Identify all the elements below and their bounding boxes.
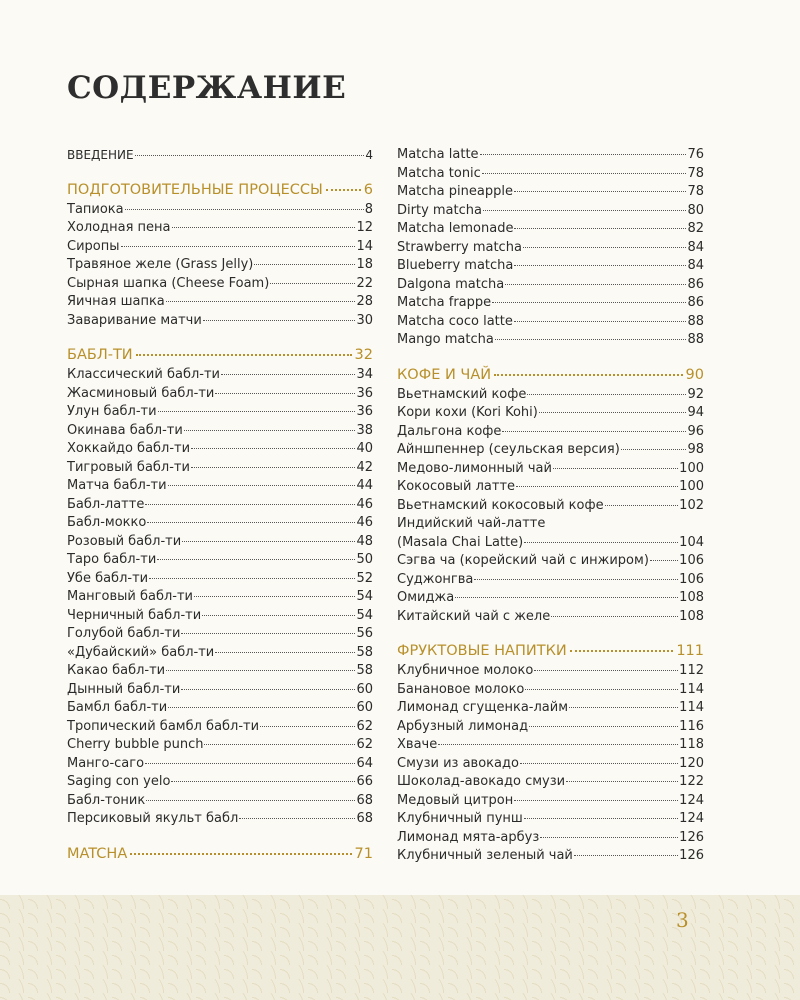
dot-leader (202, 615, 355, 616)
toc-entry-page: 68 (356, 792, 373, 808)
toc-entry-label: Манговый бабл-ти (67, 589, 193, 604)
toc-entry[interactable] (397, 810, 704, 829)
toc-entry-label: Холодная пена (67, 220, 171, 235)
toc-entry-label: Strawberry matcha (397, 239, 522, 255)
toc-left-column (67, 146, 373, 865)
dot-leader (181, 633, 355, 634)
toc-entry-label: Арбузный лимонад (397, 718, 529, 734)
toc-entry-label: Хваче (397, 737, 438, 752)
toc-entry[interactable] (397, 183, 704, 202)
dot-leader (570, 650, 674, 652)
toc-entry-label: Matcha tonic (397, 165, 481, 181)
toc-entry-page: 40 (356, 441, 373, 456)
toc-entry-label: Dirty matcha (397, 202, 482, 218)
toc-entry-label: Голубой бабл-ти (67, 626, 181, 641)
dot-leader (502, 431, 686, 432)
toc-entry[interactable] (67, 514, 373, 533)
toc-entry[interactable] (397, 294, 704, 313)
toc-entry[interactable] (397, 165, 704, 184)
dot-leader (514, 800, 678, 801)
dot-leader (524, 542, 678, 543)
toc-entry-page: 84 (687, 258, 704, 273)
toc-entry-page: 84 (687, 239, 704, 255)
dot-leader (254, 264, 355, 265)
toc-entry[interactable] (397, 313, 704, 332)
toc-entry[interactable] (67, 681, 373, 700)
toc-entry[interactable] (397, 515, 704, 534)
toc-entry[interactable] (67, 312, 373, 331)
toc-entry[interactable] (67, 440, 373, 459)
toc-entry-page: 32 (354, 347, 373, 363)
toc-entry[interactable] (397, 755, 704, 774)
dot-leader (516, 486, 678, 487)
dot-leader (145, 504, 355, 505)
toc-entry-label: Клубничный пунш (397, 811, 523, 826)
toc-entry[interactable] (67, 718, 373, 737)
toc-entry-page: 68 (356, 811, 373, 826)
toc-entry[interactable] (397, 276, 704, 295)
toc-entry-page: 14 (356, 238, 373, 254)
dot-leader (514, 321, 687, 322)
toc-entry[interactable] (67, 201, 373, 220)
toc-entry-label: Кори кохи (Kori Kohi) (397, 405, 538, 420)
toc-entry-label: Шоколад-авокадо смузи (397, 774, 566, 789)
toc-entry-page: 88 (687, 332, 704, 347)
toc-entry-page: 94 (687, 405, 704, 420)
toc-entry-page: 88 (687, 313, 704, 329)
toc-entry-label: Matcha lemonade (397, 221, 514, 236)
toc-entry-label: Кокосовый латте (397, 479, 516, 494)
dot-leader (135, 155, 365, 156)
toc-entry[interactable] (67, 810, 373, 829)
toc-entry-label: Сэгва ча (корейский чай с инжиром) (397, 553, 649, 568)
dot-leader (621, 449, 687, 450)
toc-entry-page: 12 (356, 220, 373, 235)
dot-leader (529, 726, 678, 727)
toc-entry[interactable] (67, 662, 373, 681)
toc-entry[interactable] (67, 699, 373, 718)
toc-entry-page: 58 (356, 644, 373, 660)
toc-entry-page: 54 (356, 589, 373, 604)
toc-entry-label: Персиковый якульт бабл (67, 811, 239, 826)
toc-entry[interactable] (397, 331, 704, 350)
dot-leader (184, 430, 356, 431)
toc-entry-page: 100 (679, 479, 704, 494)
toc-entry-page: 114 (679, 700, 704, 715)
toc-entry-page: 46 (356, 496, 373, 512)
toc-entry[interactable] (67, 792, 373, 811)
dot-leader (215, 652, 355, 653)
dot-leader (514, 191, 687, 192)
toc-entry-page: 58 (356, 663, 373, 678)
toc-entry-page: 108 (679, 590, 704, 605)
dot-leader (520, 763, 678, 764)
dot-leader (221, 374, 355, 375)
dot-leader (480, 154, 687, 155)
dot-leader (130, 853, 351, 855)
dot-leader (168, 485, 356, 486)
toc-entry-page: 42 (356, 459, 373, 475)
toc-entry-page: 44 (356, 478, 373, 493)
toc-entry-label: Жасминовый бабл-ти (67, 385, 215, 401)
dot-leader (270, 283, 355, 284)
toc-section-heading[interactable] (67, 844, 373, 865)
dot-leader (483, 210, 686, 211)
toc-entry-label: Убе бабл-ти (67, 570, 149, 586)
toc-entry-label: Черничный бабл-ти (67, 607, 202, 623)
toc-entry-label: Дальгона кофе (397, 423, 502, 439)
toc-entry[interactable] (67, 385, 373, 404)
dot-leader (157, 559, 355, 560)
toc-entry-page: 76 (687, 147, 704, 162)
toc-entry-label: Лимонад сгущенка-лайм (397, 700, 569, 715)
toc-entry-page: 102 (679, 497, 704, 513)
toc-entry-label: Mango matcha (397, 332, 494, 347)
toc-entry-label: ВВЕДЕНИЕ (67, 148, 134, 162)
toc-entry-label: Розовый бабл-ти (67, 533, 182, 549)
toc-entry-page: 104 (679, 534, 704, 550)
dot-leader (194, 596, 355, 597)
toc-entry-label: Окинава бабл-ти (67, 422, 183, 438)
toc-entry-label: Вьетнамский кофе (397, 386, 527, 402)
toc-entry[interactable] (67, 607, 373, 626)
toc-entry-label: Клубничный зеленый чай (397, 848, 573, 863)
toc-entry-label: Бабл-тоник (67, 792, 146, 808)
toc-entry-page: 116 (679, 718, 704, 734)
toc-entry-page: 62 (356, 718, 373, 734)
toc-entry[interactable] (67, 570, 373, 589)
toc-entry[interactable] (67, 773, 373, 792)
section-spacer (67, 165, 373, 180)
toc-entry-page: 8 (364, 201, 373, 217)
toc-entry[interactable] (397, 571, 704, 590)
toc-entry-label: БАБЛ-ТИ (67, 347, 133, 363)
toc-entry[interactable] (397, 662, 704, 681)
section-spacer (67, 330, 373, 345)
toc-entry[interactable] (397, 146, 704, 165)
dot-leader (239, 818, 355, 819)
toc-entry-page: 54 (356, 607, 373, 623)
toc-entry-label: Лимонад мята-арбуз (397, 829, 540, 845)
toc-entry-page: 118 (679, 737, 704, 752)
toc-entry-label: Таро бабл-ти (67, 552, 157, 567)
toc-entry[interactable] (67, 275, 373, 294)
dot-leader (494, 374, 682, 376)
toc-entry-label: «Дубайский» бабл-ти (67, 644, 215, 660)
toc-entry-page: 4 (365, 148, 373, 162)
toc-entry[interactable] (67, 146, 373, 165)
dot-leader (172, 227, 356, 228)
toc-section-heading[interactable] (397, 365, 704, 386)
toc-entry-page: 124 (679, 792, 704, 808)
dot-leader (203, 320, 356, 321)
toc-entry-page: 78 (687, 165, 704, 181)
toc-entry-label: Dalgona matcha (397, 276, 505, 292)
toc-entry-label: Китайский чай с желе (397, 608, 551, 624)
toc-entry[interactable] (397, 699, 704, 718)
toc-entry-label: Matcha latte (397, 147, 479, 162)
toc-entry[interactable] (397, 773, 704, 792)
toc-entry-label: Matcha frappe (397, 295, 492, 310)
toc-section-heading[interactable] (67, 180, 373, 201)
toc-entry-label: Бамбл бабл-ти (67, 700, 168, 715)
toc-entry[interactable] (67, 219, 373, 238)
toc-entry[interactable] (397, 423, 704, 442)
dot-leader (650, 560, 678, 561)
toc-entry[interactable] (397, 589, 704, 608)
toc-entry-label: Сырная шапка (Cheese Foam) (67, 275, 270, 291)
dot-leader (455, 597, 678, 598)
toc-entry-page: 96 (687, 423, 704, 439)
toc-entry-label: ФРУКТОВЫЕ НАПИТКИ (397, 643, 567, 659)
toc-entry-label: Медово-лимонный чай (397, 460, 552, 476)
toc-entry-label: Тапиока (67, 201, 124, 217)
toc-entry-label: Яичная шапка (67, 294, 165, 309)
toc-entry[interactable] (67, 293, 373, 312)
toc-entry-label: Омиджа (397, 590, 455, 605)
toc-entry-label: Заваривание матчи (67, 312, 202, 328)
toc-entry-page: 46 (356, 515, 373, 530)
dot-leader (171, 781, 355, 782)
page-title: СОДЕРЖАНИЕ (67, 70, 347, 106)
toc-entry[interactable] (397, 386, 704, 405)
dot-leader (514, 228, 686, 229)
toc-entry[interactable] (397, 534, 704, 553)
dot-leader (540, 837, 678, 838)
toc-entry-page: 86 (687, 276, 704, 292)
dot-leader (574, 855, 678, 856)
toc-section-heading[interactable] (397, 641, 704, 662)
dot-leader (166, 301, 356, 302)
dot-leader (551, 616, 678, 617)
dot-leader (121, 246, 356, 247)
dot-leader (514, 265, 686, 266)
toc-entry-page: 56 (356, 626, 373, 641)
toc-entry-label: Бабл-латте (67, 496, 145, 512)
toc-entry-label: Медовый цитрон (397, 792, 514, 808)
toc-entry-label: Травяное желе (Grass Jelly) (67, 257, 254, 272)
toc-entry-page: 108 (679, 608, 704, 624)
toc-entry-label: Какао бабл-ти (67, 663, 166, 678)
toc-entry[interactable] (67, 551, 373, 570)
toc-entry-page: 98 (687, 442, 704, 457)
toc-entry[interactable] (397, 718, 704, 737)
toc-entry[interactable] (397, 829, 704, 848)
toc-entry-page: 30 (356, 312, 373, 328)
dot-leader (523, 247, 687, 248)
toc-entry-label: Банановое молоко (397, 681, 525, 697)
toc-entry-page: 34 (356, 367, 373, 382)
toc-entry-page: 36 (356, 385, 373, 401)
toc-entry[interactable] (67, 459, 373, 478)
page-number: 3 (676, 908, 689, 932)
toc-entry-label: Классический бабл-ти (67, 367, 220, 382)
dot-leader (505, 284, 686, 285)
toc-entry-label: КОФЕ И ЧАЙ (397, 366, 492, 383)
dot-leader (524, 818, 678, 819)
toc-entry[interactable] (397, 441, 704, 460)
toc-entry-label: Клубничное молоко (397, 663, 534, 678)
toc-entry[interactable] (67, 736, 373, 755)
toc-entry-label: Матча бабл-ти (67, 478, 167, 493)
toc-entry-page: 86 (687, 295, 704, 310)
toc-entry-page: 28 (356, 294, 373, 309)
toc-entry-label: Вьетнамский кокосовый кофе (397, 497, 604, 513)
toc-entry-page: 126 (679, 829, 704, 845)
toc-entry-page: 60 (356, 700, 373, 715)
dot-leader (191, 448, 355, 449)
toc-entry-page: 62 (356, 737, 373, 752)
dot-leader (168, 707, 355, 708)
toc-entry-page: 36 (356, 404, 373, 419)
toc-entry-page: 120 (679, 755, 704, 771)
toc-entry[interactable] (397, 239, 704, 258)
toc-entry[interactable] (397, 497, 704, 516)
toc-entry-label: Индийский чай-латте (397, 516, 546, 531)
toc-entry-page: 100 (679, 460, 704, 476)
toc-entry[interactable] (397, 202, 704, 221)
toc-entry-label: Суджонгва (397, 571, 474, 587)
toc-entry-page: 60 (356, 681, 373, 697)
toc-entry-page: 126 (679, 848, 704, 863)
toc-entry-label: ПОДГОТОВИТЕЛЬНЫЕ ПРОЦЕССЫ (67, 181, 323, 198)
dot-leader (191, 467, 355, 468)
toc-entry[interactable] (397, 847, 704, 866)
dot-leader (215, 393, 355, 394)
toc-entry-label: Хоккайдо бабл-ти (67, 441, 191, 456)
dot-leader (438, 744, 678, 745)
toc-entry[interactable] (67, 256, 373, 275)
dot-leader (326, 189, 361, 191)
toc-entry-page: 111 (676, 643, 704, 659)
toc-entry-label: Blueberry matcha (397, 258, 514, 273)
toc-entry[interactable] (397, 220, 704, 239)
toc-entry-label: Тропический бамбл бабл-ти (67, 718, 260, 734)
toc-entry-page: 18 (356, 257, 373, 272)
toc-entry[interactable] (397, 681, 704, 700)
section-spacer (397, 350, 704, 365)
section-spacer (67, 829, 373, 844)
dot-leader (527, 394, 686, 395)
dot-leader (182, 541, 355, 542)
toc-entry-label: Matcha coco latte (397, 313, 513, 329)
section-spacer (397, 626, 704, 641)
toc-entry-page: 52 (356, 570, 373, 586)
toc-entry-page: 78 (687, 184, 704, 199)
toc-entry[interactable] (67, 496, 373, 515)
toc-entry-label: Айншпеннер (сеульская версия) (397, 442, 620, 457)
toc-entry-page: 112 (679, 663, 704, 678)
dot-leader (149, 578, 355, 579)
dot-leader (146, 800, 355, 801)
toc-entry[interactable] (397, 736, 704, 755)
toc-entry-page: 114 (679, 681, 704, 697)
toc-entry-label: Cherry bubble punch (67, 737, 204, 752)
dot-leader (525, 689, 678, 690)
toc-right-column (397, 146, 704, 866)
toc-entry[interactable] (67, 533, 373, 552)
toc-entry[interactable] (67, 366, 373, 385)
toc-entry-page: 92 (687, 386, 704, 402)
toc-entry-label: Тигровый бабл-ти (67, 459, 190, 475)
toc-entry[interactable] (397, 460, 704, 479)
toc-entry[interactable] (67, 477, 373, 496)
toc-entry-page: 90 (685, 366, 704, 383)
dot-leader (569, 707, 678, 708)
dot-leader (136, 354, 352, 356)
toc-entry-page: 82 (687, 221, 704, 236)
dot-leader (605, 505, 679, 506)
toc-entry-page: 124 (679, 811, 704, 826)
dot-leader (145, 763, 355, 764)
dot-leader (539, 412, 687, 413)
dot-leader (147, 522, 355, 523)
toc-entry[interactable] (67, 422, 373, 441)
toc-entry-page: 122 (679, 774, 704, 789)
toc-entry-label: Saging con yelo (67, 774, 171, 789)
toc-entry-label: (Masala Chai Latte) (397, 534, 524, 550)
toc-entry-label: Matcha pineapple (397, 184, 513, 199)
toc-entry[interactable] (397, 792, 704, 811)
toc-entry-label: Бабл-мокко (67, 515, 147, 530)
dot-leader (125, 209, 364, 210)
toc-entry-label: Улун бабл-ти (67, 404, 157, 419)
toc-entry-page: 106 (679, 553, 704, 568)
dot-leader (553, 468, 678, 469)
toc-entry-page: 38 (356, 422, 373, 438)
toc-entry-page: 66 (356, 774, 373, 789)
dot-leader (495, 339, 687, 340)
dot-leader (166, 670, 355, 671)
toc-entry[interactable] (67, 588, 373, 607)
toc-entry[interactable] (397, 608, 704, 627)
dot-leader (181, 689, 355, 690)
dot-leader (566, 781, 678, 782)
dot-leader (204, 744, 355, 745)
toc-entry-label: Смузи из авокадо (397, 755, 519, 771)
dot-leader (260, 726, 355, 727)
toc-entry-page: 22 (356, 275, 373, 291)
dot-leader (158, 411, 356, 412)
toc-entry[interactable] (67, 403, 373, 422)
dot-leader (534, 670, 678, 671)
dot-leader (474, 579, 678, 580)
toc-entry-page: 64 (356, 755, 373, 771)
toc-entry-page: 6 (363, 181, 373, 198)
toc-entry-label: Сиропы (67, 238, 120, 254)
toc-entry[interactable] (397, 257, 704, 276)
toc-entry-page: 50 (356, 552, 373, 567)
toc-entry-page: 80 (687, 202, 704, 218)
toc-entry[interactable] (67, 755, 373, 774)
toc-entry[interactable] (67, 644, 373, 663)
dot-leader (482, 173, 687, 174)
dot-leader (492, 302, 686, 303)
toc-entry[interactable] (67, 238, 373, 257)
toc-section-heading[interactable] (67, 345, 373, 366)
toc-entry-label: Дынный бабл-ти (67, 681, 181, 697)
toc-entry-label: Манго-саго (67, 755, 145, 771)
toc-entry-label: MATCHA (67, 845, 128, 862)
toc-entry-page: 71 (354, 845, 373, 862)
toc-entry[interactable] (67, 625, 373, 644)
toc-entry[interactable] (397, 552, 704, 571)
toc-entry[interactable] (397, 478, 704, 497)
toc-entry-page: 106 (679, 571, 704, 587)
toc-entry[interactable] (397, 404, 704, 423)
toc-entry-page: 48 (356, 533, 373, 549)
